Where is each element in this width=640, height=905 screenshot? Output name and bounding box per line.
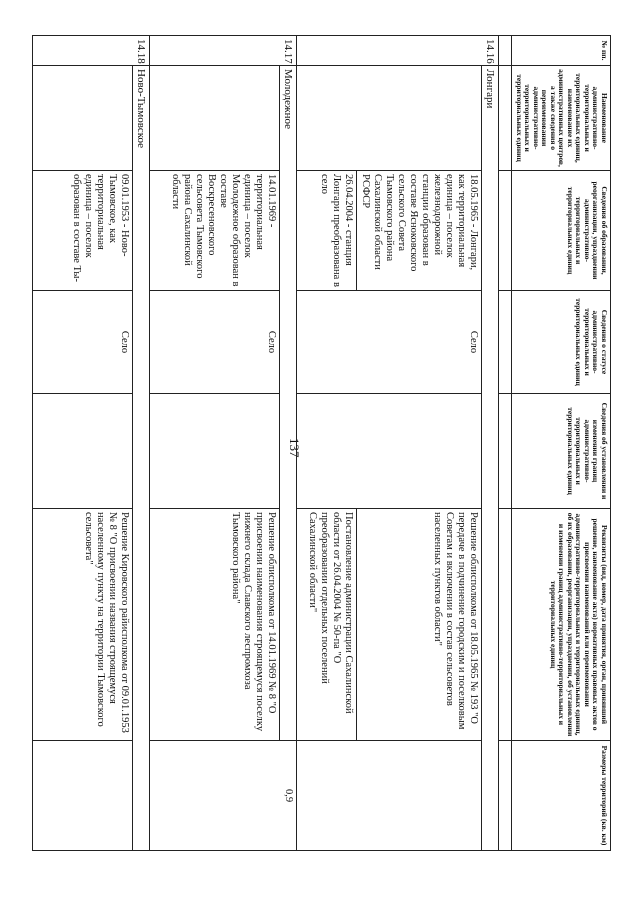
table-row	[133, 36, 150, 851]
area-text: 0,9	[150, 741, 297, 851]
row-number: 14.18	[33, 36, 150, 66]
table-header-row	[512, 36, 611, 851]
row-name: Ново-Тымовское	[133, 66, 150, 851]
header-borders: Сведения об установлении и изменении границ административно-территориальных и территориальных единиц	[512, 394, 611, 509]
header-area: Размеры территорий (кв. км)	[512, 741, 611, 851]
area-text	[33, 741, 133, 851]
table-row	[280, 36, 297, 851]
header-status: Сведения о статусе административно-территориальных и территориальных единиц	[512, 291, 611, 394]
act-text: Постановление администрации Сахалинской области от 26.04.2004 № 50-па "О преобразовании отдельных поселений Сахалинской области"	[297, 509, 357, 741]
area-text	[297, 741, 482, 851]
row-name: Молодежное	[280, 66, 297, 741]
formation-text: 09.01.1953 - Ново-Тымовское, как территориальная единица – поселок образован в составе Ты-	[33, 171, 133, 291]
header-formation: Сведения об образовании, реорганизации, упразднении административно-территориальных и территориальных единиц	[512, 171, 611, 291]
formation-text: 14.01.1969 - территориальная единица – поселок Молодежное образован в составе Воскресеновского сельсовета Тымовского района Сахалинской области	[150, 171, 280, 291]
act-text: Решение облисполкома от 14.01.1969 № 8 "О присвоении наименования строящемуся поселку нижнего склада Славского леспромхоза Тымовского района"	[150, 509, 280, 741]
rotated-table-wrapper	[61, 35, 611, 850]
header-num: № пп.	[512, 36, 611, 66]
row-number: 14.16	[297, 36, 499, 66]
formation-text: 18.05.1965 - Лонгари, как территориальная единица – поселок железнодорожной станции образован в составе Ясноковского сельского Совета Тымовского района Сахалинской области РСФСР	[357, 171, 482, 291]
borders-text	[33, 394, 133, 509]
header-acts: Реквизиты (вид, номер, дата принятия, орган, принявший решение, наименование акта) нормативных правовых актов о присвоении наименований или переименовании административно-территориальных и территориальных единиц, об их образовании, реорганизации, упразднении, об установлении и изменении границ административно-территориальных и территориальных единиц	[512, 509, 611, 741]
table-row	[357, 36, 482, 851]
table-row	[33, 36, 133, 851]
act-text: Решение Кировского райисполкома от 09.01.1953 № 8 "О присвоении названия строящемуся населенному пункту на территории Тымовского сельсовета"	[33, 509, 133, 741]
status-text: Село	[297, 291, 482, 394]
row-number: 14.17	[150, 36, 297, 66]
table-row	[482, 36, 499, 851]
row-name: Лонгари	[482, 66, 499, 851]
formation-text: 26.04.2004 - станция Лонгари преобразована в село	[297, 171, 357, 291]
header-name: Наименование административно-территориальных и территориальных единиц, наименование их административных центров, а также сведения о переименовании административно-территориальных и территориальных единиц	[512, 66, 611, 171]
status-text: Село	[33, 291, 133, 394]
page-number: 137	[287, 438, 302, 458]
registry-table	[33, 35, 612, 851]
borders-text	[297, 394, 482, 509]
borders-text	[150, 394, 280, 509]
table-row	[150, 36, 280, 851]
table-row-blank	[499, 36, 512, 851]
act-text: Решение облисполкома от 18.05.1965 № 193 "О передаче в подчинение городским и поселковым Советам и включении в состав сельсоветов населенных пунктов области"	[357, 509, 482, 741]
status-text: Село	[150, 291, 280, 394]
